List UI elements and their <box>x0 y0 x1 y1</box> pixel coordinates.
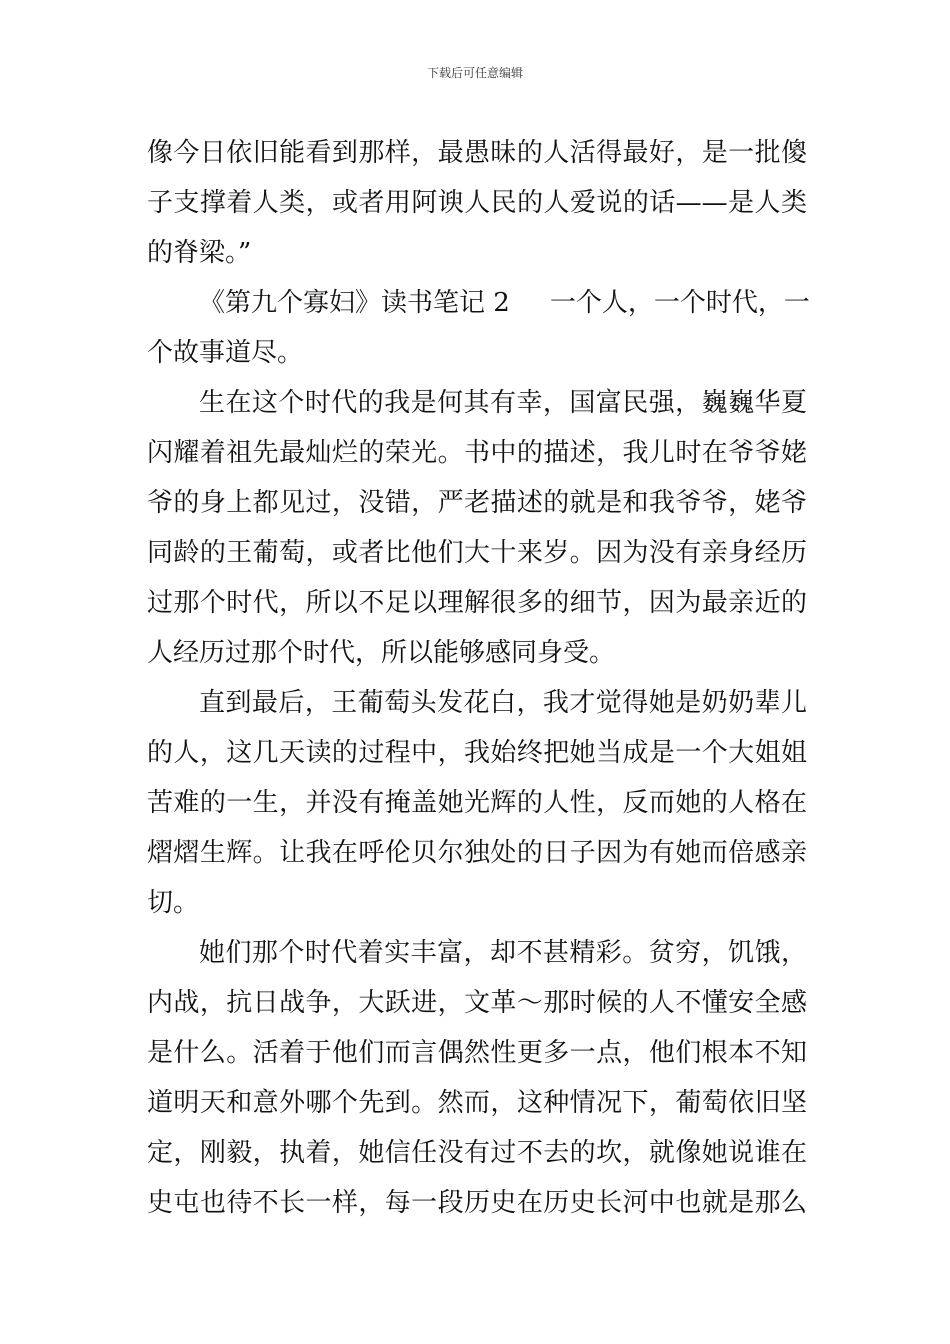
text-line: 同龄的王葡萄，或者比他们大十来岁。因为没有亲身经历 <box>147 538 807 568</box>
text-line: 像今日依旧能看到那样，最愚昧的人活得最好，是一批傻 <box>147 138 807 168</box>
page-header: 下载后可任意编辑 <box>426 66 523 80</box>
text-line: 熠熠生辉。让我在呼伦贝尔独处的日子因为有她而倍感亲 <box>147 838 807 868</box>
text-line: 定，刚毅，执着，她信任没有过不去的坎，就像她说谁在 <box>147 1138 807 1168</box>
text-line: 苦难的一生，并没有掩盖她光辉的人性，反而她的人格在 <box>147 788 807 818</box>
text-line: 过那个时代，所以不足以理解很多的细节，因为最亲近的 <box>147 588 807 618</box>
text-line: 的脊梁。” <box>147 238 252 268</box>
text-line: 直到最后，王葡萄头发花白，我才觉得她是奶奶辈儿 <box>199 688 807 718</box>
text-line: 人经历过那个时代，所以能够感同身受。 <box>147 638 616 668</box>
text-line: 切。 <box>147 888 200 918</box>
text-line: 生在这个时代的我是何其有幸，国富民强，巍巍华夏 <box>199 388 807 418</box>
document-body <box>147 128 810 1228</box>
text-line: 是什么。活着于他们而言偶然性更多一点，他们根本不知 <box>147 1038 807 1068</box>
text-line: 子支撑着人类，或者用阿谀人民的人爱说的话——是人类 <box>147 188 807 218</box>
essay-opening: 一个人，一个时代，一 <box>549 288 810 318</box>
text-line: 史屯也待不长一样，每一段历史在历史长河中也就是那么 <box>147 1188 807 1218</box>
text-line: 爷的身上都见过，没错，严老描述的就是和我爷爷，姥爷 <box>147 488 807 518</box>
text-line: 闪耀着祖先最灿烂的荣光。书中的描述，我儿时在爷爷姥 <box>147 438 807 468</box>
text-line: 的人，这几天读的过程中，我始终把她当成是一个大姐姐 <box>147 738 807 768</box>
text-line: 她们那个时代着实丰富，却不甚精彩。贫穷，饥饿， <box>199 938 807 968</box>
text-line: 内战，抗日战争，大跃进，文革～那时候的人不懂安全感 <box>147 988 807 1018</box>
essay-title: 《第九个寡妇》读书笔记 2 <box>199 288 510 318</box>
text-line <box>147 278 810 328</box>
text-line: 个故事道尽。 <box>147 338 304 368</box>
text-line: 道明天和意外哪个先到。然而，这种情况下，葡萄依旧坚 <box>147 1088 807 1118</box>
